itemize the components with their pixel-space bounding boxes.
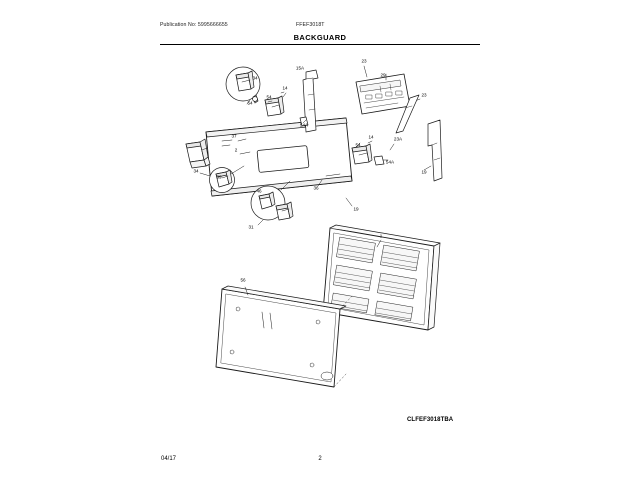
publication-number: Publication No: 5995666655	[160, 22, 228, 28]
footer-page-number: 2	[318, 456, 322, 462]
callout-number: 34	[193, 168, 199, 174]
knob-detail-circle-39	[210, 168, 235, 193]
callout-number: 23	[361, 58, 367, 64]
control-board-29	[356, 74, 410, 114]
callout-number: 23A	[393, 136, 403, 142]
knob-detail-circle-34	[226, 67, 260, 104]
callout-number: 54	[355, 142, 361, 148]
callout-number: 14	[282, 85, 288, 91]
callout-number: 1	[379, 233, 383, 239]
model-number: FFEF3018T	[296, 22, 325, 28]
callout-number: 54	[266, 94, 272, 100]
callout-number: 46	[256, 188, 262, 194]
callout-number: 54A	[385, 159, 395, 165]
callout-number: 14	[368, 134, 374, 140]
callout-number: 39	[216, 174, 222, 180]
callout-number: 19	[353, 206, 359, 212]
callout-number: 31	[248, 224, 254, 230]
callout-number: 2	[234, 147, 238, 153]
drawing-code: CLFEF3018TBA	[407, 417, 454, 423]
callout-number: 56	[240, 277, 246, 283]
rear-vent-panel-1	[323, 225, 440, 330]
callout-number: 23	[421, 92, 427, 98]
callout-number: 36	[313, 185, 319, 191]
callout-number: 34	[252, 75, 258, 81]
callout-number: 29	[380, 72, 386, 78]
callout-number: 54	[247, 100, 253, 106]
left-switch-assembly	[186, 139, 210, 168]
callout-number: 19	[421, 169, 427, 175]
callout-number: 37	[231, 133, 237, 139]
callout-number: 15A	[295, 65, 305, 71]
callout-number: 54A	[299, 122, 309, 128]
page-title: BACKGUARD	[293, 33, 347, 42]
end-bracket-19	[428, 120, 442, 181]
footer-date: 04/17	[161, 456, 177, 462]
